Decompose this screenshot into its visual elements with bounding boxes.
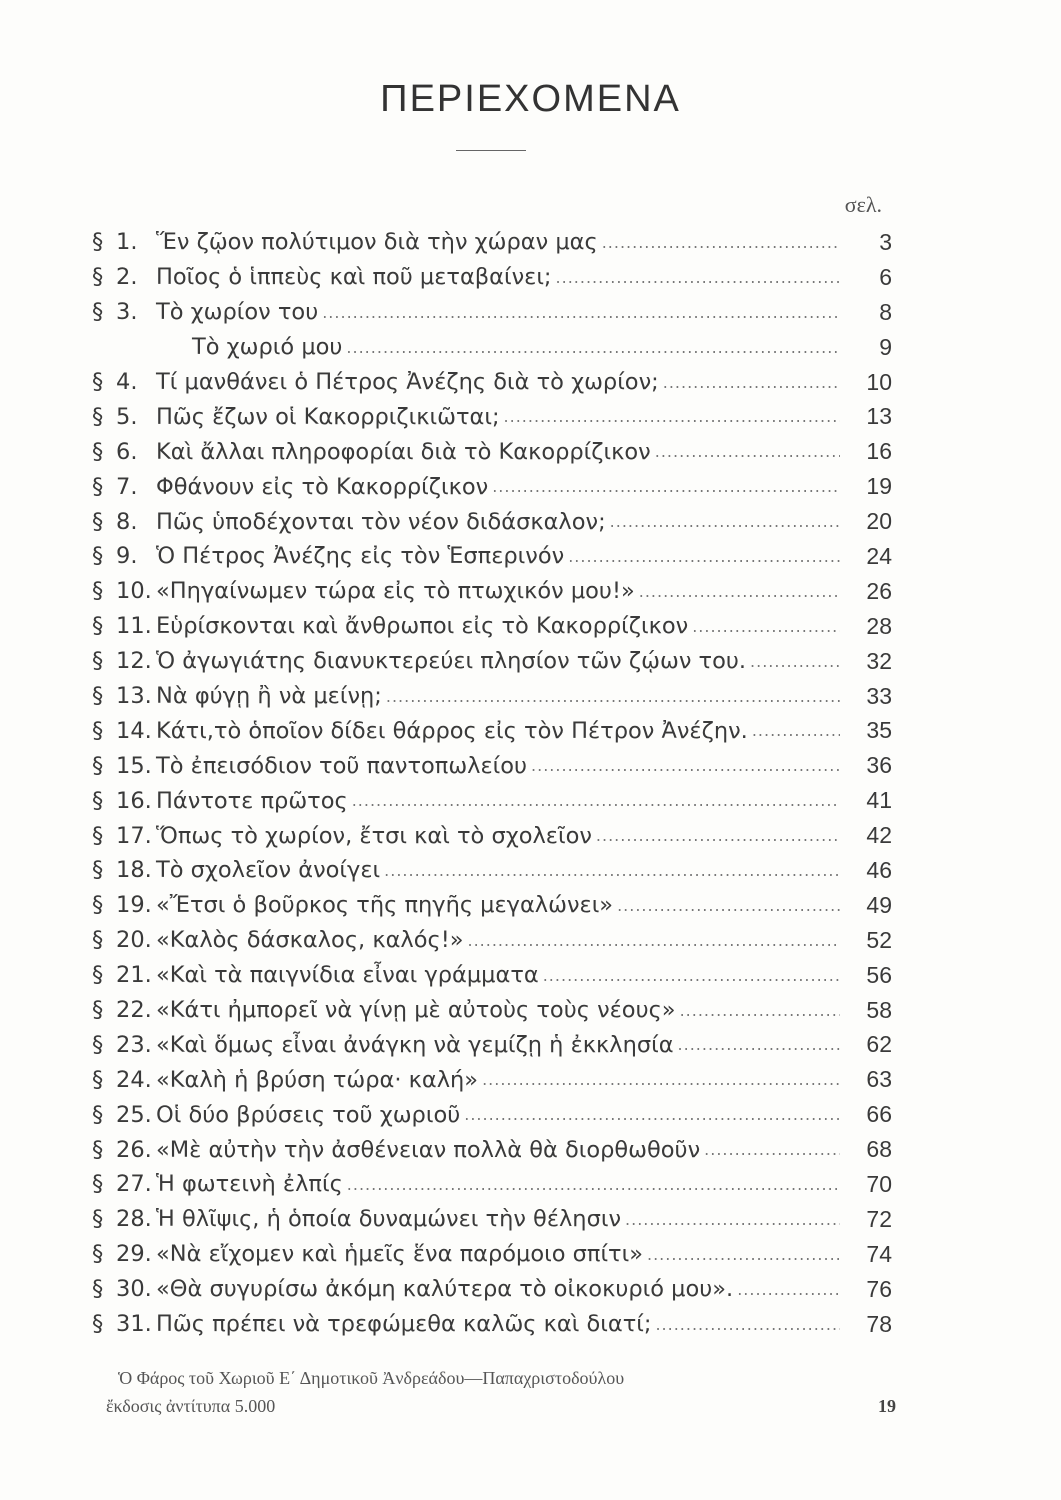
dot-leader [531, 756, 840, 775]
dot-leader [482, 1070, 840, 1089]
dot-leader [647, 1245, 840, 1264]
dot-leader [752, 721, 840, 740]
entry-title: Φθάνουν εἰς τὸ Κακορρίζικον [156, 473, 489, 500]
section-number: 5. [116, 403, 138, 430]
section-number: 6. [116, 438, 138, 465]
dot-leader [692, 617, 840, 636]
entry-page-number: 58 [866, 996, 892, 1023]
dot-leader [346, 338, 840, 357]
toc-entry [92, 330, 892, 365]
entry-page-number: 10 [866, 368, 892, 395]
section-sign: § [92, 857, 104, 884]
section-sign: § [92, 1276, 104, 1303]
section-number: 22. [116, 997, 152, 1024]
dot-leader [464, 1105, 840, 1124]
section-sign: § [92, 508, 104, 535]
section-sign: § [92, 892, 104, 919]
section-sign: § [92, 752, 104, 779]
entry-title: Ἡ φωτεινὴ ἐλπίς [156, 1171, 343, 1198]
toc-entry [92, 958, 892, 993]
entry-page-number: 28 [866, 612, 892, 639]
toc-entry [92, 644, 892, 679]
section-sign: § [92, 1311, 104, 1338]
footer-edition-text: ἔκδοσις ἀντίτυπα 5.000 [106, 1396, 276, 1416]
section-number: 18. [116, 857, 152, 884]
section-sign: § [92, 683, 104, 710]
dot-leader [556, 268, 840, 287]
dot-leader [704, 1140, 840, 1159]
toc-entry [92, 365, 892, 400]
entry-page-number: 74 [866, 1240, 892, 1267]
entry-page-number: 78 [866, 1310, 892, 1337]
section-number: 4. [116, 369, 138, 395]
entry-title: «Ἔτσι ὁ βοῦρκος τῆς πηγῆς μεγαλώνει» [156, 892, 614, 919]
toc-entry [92, 469, 892, 504]
section-sign: § [92, 264, 104, 291]
dot-leader [610, 512, 840, 531]
entry-page-number: 6 [879, 263, 892, 290]
section-number: 9. [116, 543, 138, 570]
section-sign: § [92, 473, 104, 500]
entry-title: Πῶς ἔζων οἱ Κακορριζικιῶται; [156, 403, 500, 430]
dot-leader [617, 896, 840, 915]
section-sign: § [92, 787, 104, 814]
entry-page-number: 35 [866, 717, 892, 744]
page-title: ΠΕΡΙΕΧΟΜΕΝΑ [380, 78, 681, 120]
section-number: 7. [116, 473, 138, 500]
entry-page-number: 16 [866, 438, 892, 465]
entry-title: Νὰ φύγῃ ἢ νὰ μείνῃ; [156, 683, 382, 710]
toc-entry [92, 679, 892, 714]
section-number: 10. [116, 578, 152, 605]
entry-page-number: 49 [866, 891, 892, 918]
entry-title: Ὅπως τὸ χωρίον, ἔτσι καὶ τὸ σχολεῖον [156, 822, 592, 849]
entry-page-number: 13 [866, 403, 892, 430]
toc-entry [92, 1167, 892, 1202]
entry-page-number: 76 [866, 1275, 892, 1302]
section-number: 8. [116, 508, 138, 535]
entry-page-number: 70 [866, 1170, 892, 1197]
dot-leader [504, 407, 840, 426]
dot-leader [680, 1001, 840, 1020]
dot-leader [492, 477, 840, 496]
section-number: 15. [116, 752, 152, 779]
entry-title: Ποῖος ὁ ἱππεὺς καὶ ποῦ μεταβαίνει; [156, 264, 552, 291]
dot-leader [384, 861, 840, 880]
entry-page-number: 8 [879, 298, 892, 325]
entry-title: Κάτι,τὸ ὁποῖον δίδει θάρρος εἰς τὸν Πέτρον Ἀνέζην. [156, 717, 748, 744]
entry-title: «Θὰ συγυρίσω ἀκόμη καλύτερα τὸ οἰκοκυριό μου». [156, 1276, 734, 1303]
section-sign: § [92, 1031, 104, 1058]
section-number: 1. [116, 229, 138, 256]
entry-page-number: 41 [866, 787, 892, 814]
entry-title: «Πηγαίνωμεν τώρα εἰς τὸ πτωχικόν μου!» [156, 578, 635, 605]
section-number: 25. [116, 1101, 152, 1128]
dot-leader [639, 582, 840, 601]
dot-leader [352, 791, 840, 810]
toc-entry [92, 1307, 892, 1342]
title-divider [456, 150, 526, 151]
section-number: 14. [116, 717, 152, 744]
section-sign: § [92, 369, 104, 395]
section-number: 3. [116, 299, 138, 326]
page-column-label: σελ. [844, 192, 882, 217]
entry-title: Ὁ Πέτρος Ἀνέζης εἰς τὸν Ἑσπερινόν [156, 543, 565, 570]
section-sign: § [92, 1066, 104, 1093]
entry-page-number: 46 [866, 856, 892, 883]
toc-entry [92, 399, 892, 434]
entry-page-number: 9 [879, 333, 892, 360]
entry-title: Εὑρίσκονται καὶ ἄνθρωποι εἰς τὸ Κακορρίζικον [156, 613, 689, 640]
dot-leader [655, 442, 840, 461]
section-sign: § [92, 613, 104, 640]
toc-entry [92, 748, 892, 783]
section-sign: § [92, 299, 104, 326]
section-number: 20. [116, 927, 152, 954]
section-sign: § [92, 1206, 104, 1233]
entry-title: «Νὰ εἴχομεν καὶ ἡμεῖς ἕνα παρόμοιο σπίτι» [156, 1241, 643, 1268]
section-sign: § [92, 997, 104, 1024]
section-number: 2. [116, 264, 138, 291]
toc-entry [92, 260, 892, 295]
section-sign: § [92, 822, 104, 849]
section-number: 21. [116, 962, 152, 989]
entry-page-number: 36 [866, 752, 892, 779]
dot-leader [750, 652, 840, 671]
entry-title: Καὶ ἄλλαι πληροφορίαι διὰ τὸ Κακορρίζικον [156, 438, 651, 465]
dot-leader [663, 373, 840, 392]
section-number: 29. [116, 1241, 152, 1268]
toc-entry [92, 818, 892, 853]
section-sign: § [92, 229, 104, 256]
section-sign: § [92, 438, 104, 465]
section-sign: § [92, 717, 104, 744]
toc-entry [92, 574, 892, 609]
toc-entry [92, 783, 892, 818]
footer-publication-line: Ὁ Φάρος τοῦ Χωριοῦ Ε΄ Δημοτικοῦ Ἀνδρεάδου—Παπαχριστοδούλου [118, 1368, 625, 1388]
section-sign: § [92, 648, 104, 675]
toc-entry [92, 1272, 892, 1307]
entry-title: Τὸ χωριό μου [192, 334, 343, 361]
entry-page-number: 56 [866, 961, 892, 988]
section-sign: § [92, 578, 104, 605]
entry-title: Ἡ θλῖψις, ἡ ὁποία δυναμώνει τὴν θέλησιν [156, 1206, 622, 1233]
dot-leader [678, 1035, 840, 1054]
toc-entry [92, 713, 892, 748]
entry-title: «Μὲ αὐτὴν τὴν ἀσθένειαν πολλὰ θὰ διορθωθοῦν [156, 1136, 701, 1163]
section-sign: § [92, 403, 104, 430]
section-number: 23. [116, 1031, 152, 1058]
entry-title: «Καὶ ὅμως εἶναι ἀνάγκη νὰ γεμίζῃ ἡ ἐκκλησία [156, 1031, 674, 1058]
entry-page-number: 68 [866, 1136, 892, 1163]
toc-entry [92, 434, 892, 469]
entry-title: Οἱ δύο βρύσεις τοῦ χωριοῦ [156, 1101, 461, 1128]
dot-leader [468, 931, 841, 950]
dot-leader [655, 1315, 840, 1334]
entry-title: «Καὶ τὰ παιγνίδια εἶναι γράμματα [156, 962, 539, 989]
section-number: 24. [116, 1066, 152, 1093]
toc-entry [92, 609, 892, 644]
entry-title: Τὸ χωρίον του [156, 299, 319, 326]
toc-entry [92, 295, 892, 330]
section-number: 26. [116, 1136, 152, 1163]
toc-entry [92, 993, 892, 1028]
entry-page-number: 42 [866, 822, 892, 849]
toc-entry [92, 853, 892, 888]
section-number: 19. [116, 892, 152, 919]
entry-page-number: 62 [866, 1031, 892, 1058]
section-sign: § [92, 1136, 104, 1163]
section-number: 16. [116, 787, 152, 814]
toc-entry [92, 1237, 892, 1272]
entry-page-number: 19 [866, 473, 892, 500]
entry-page-number: 24 [866, 542, 892, 569]
entry-title: «Κάτι ἠμπορεῖ νὰ γίνῃ μὲ αὐτοὺς τοὺς νέους» [156, 997, 676, 1024]
page-number: 19 [878, 1396, 896, 1416]
toc-entry [92, 1097, 892, 1132]
entry-page-number: 66 [866, 1101, 892, 1128]
section-number: 11. [116, 613, 152, 640]
dot-leader [602, 233, 840, 252]
entry-title: Τὸ σχολεῖον ἀνοίγει [156, 857, 381, 884]
entry-page-number: 3 [879, 228, 892, 255]
section-sign: § [92, 927, 104, 954]
toc-entry [92, 1062, 892, 1097]
toc-entry [92, 539, 892, 574]
dot-leader [386, 687, 840, 706]
entry-title: Τί μανθάνει ὁ Πέτρος Ἀνέζης διὰ τὸ χωρίον; [156, 369, 659, 395]
entry-title: Ὁ ἀγωγιάτης διανυκτερεύει πλησίον τῶν ζῴων του. [156, 648, 747, 675]
dot-leader [737, 1280, 840, 1299]
entry-title: «Καλὴ ἡ βρύση τώρα· καλή» [156, 1066, 479, 1093]
entry-title: Πάντοτε πρῶτος [156, 787, 348, 814]
section-number: 12. [116, 648, 152, 675]
dot-leader [322, 303, 840, 322]
section-number: 27. [116, 1171, 152, 1198]
table-of-contents [92, 225, 892, 1342]
toc-entry [92, 504, 892, 539]
section-number: 30. [116, 1276, 152, 1303]
toc-entry [92, 1027, 892, 1062]
entry-title: Πῶς πρέπει νὰ τρεφώμεθα καλῶς καὶ διατί; [156, 1311, 652, 1338]
section-sign: § [92, 962, 104, 989]
entry-title: Ἕν ζῷον πολύτιμον διὰ τὴν χώραν μας [156, 229, 598, 256]
section-sign: § [92, 1101, 104, 1128]
entry-title: Τὸ ἐπεισόδιον τοῦ παντοπωλείου [156, 752, 528, 779]
dot-leader [625, 1210, 840, 1229]
dot-leader [543, 966, 840, 985]
entry-page-number: 26 [866, 577, 892, 604]
toc-entry [92, 1202, 892, 1237]
section-sign: § [92, 1241, 104, 1268]
entry-page-number: 52 [866, 926, 892, 953]
section-number: 13. [116, 683, 152, 710]
section-number: 31. [116, 1311, 152, 1338]
entry-page-number: 33 [866, 682, 892, 709]
entry-title: «Καλὸς δάσκαλος, καλός!» [156, 927, 464, 954]
toc-entry [92, 888, 892, 923]
dot-leader [596, 826, 840, 845]
toc-entry [92, 225, 892, 260]
section-sign: § [92, 543, 104, 570]
section-sign: § [92, 1171, 104, 1198]
section-number: 17. [116, 822, 152, 849]
section-number: 28. [116, 1206, 152, 1233]
entry-page-number: 63 [866, 1066, 892, 1093]
entry-title: Πῶς ὑποδέχονται τὸν νέον διδάσκαλον; [156, 508, 606, 535]
toc-entry [92, 923, 892, 958]
entry-page-number: 72 [866, 1205, 892, 1232]
entry-page-number: 20 [866, 508, 892, 535]
dot-leader [347, 1175, 840, 1194]
footer-edition-line [106, 1396, 896, 1417]
dot-leader [568, 547, 840, 566]
entry-page-number: 32 [866, 647, 892, 674]
toc-entry [92, 1132, 892, 1167]
